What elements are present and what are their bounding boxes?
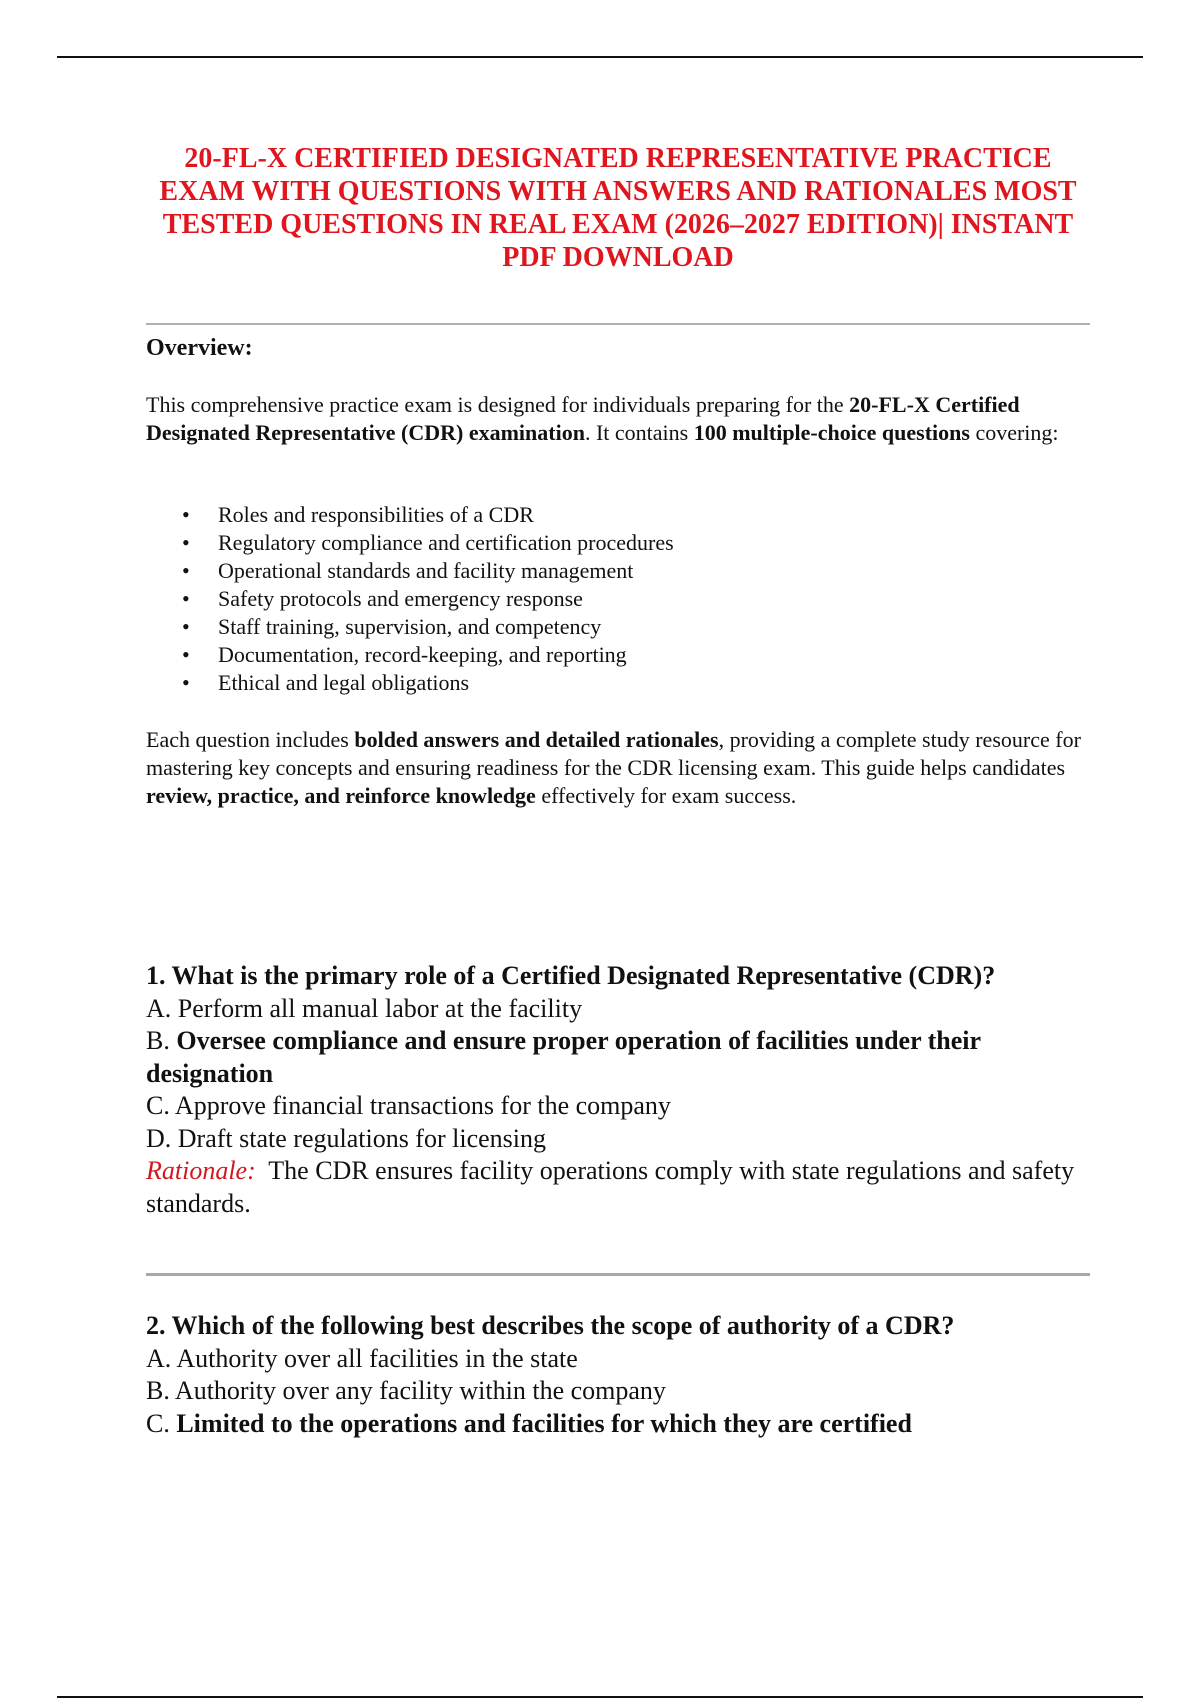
list-item: • Ethical and legal obligations <box>146 669 674 697</box>
closing-text-3: effectively for exam success. <box>535 783 797 808</box>
rationale-text: The CDR ensures facility operations comply with state regulations and safety standards. <box>146 1156 1075 1218</box>
answer-option-c <box>146 1090 1090 1123</box>
question-stem: 2. Which of the following best describes the scope of authority of a CDR? <box>146 1311 955 1340</box>
list-item: • Safety protocols and emergency response <box>146 585 674 613</box>
answer-option-b <box>146 1025 1090 1090</box>
list-item: • Roles and responsibilities of a CDR <box>146 501 674 529</box>
option-letter: A. <box>146 993 178 1023</box>
option-letter: B. <box>146 1376 175 1405</box>
correct-option-text: Limited to the operations and facilities for which they are certified <box>176 1408 912 1438</box>
intro-text-1: This comprehensive practice exam is designed for individuals preparing for the <box>146 392 850 417</box>
correct-option-text: Oversee compliance and ensure proper operation of facilities under their designation <box>146 1026 981 1088</box>
option-text: Perform all manual labor at the facility <box>177 993 583 1023</box>
page-bottom-rule <box>57 1696 1143 1698</box>
rationale-label: Rationale: <box>146 1156 256 1185</box>
option-text: Authority over all facilities in the state <box>176 1343 578 1373</box>
overview-closing-paragraph <box>146 726 1090 810</box>
list-item: • Operational standards and facility management <box>146 557 674 585</box>
section-divider <box>146 323 1090 325</box>
closing-bold-1: bolded answers and detailed rationales <box>354 727 719 752</box>
intro-bold-exam-name: 20-FL-X Certified Designated Representative (CDR) examination <box>146 392 1020 445</box>
answer-option-b <box>146 1375 1090 1408</box>
closing-text-2: , providing a complete study resource for mastering key concepts and ensuring readiness for the CDR licensing exam. This guide helps candidates <box>146 727 1081 780</box>
list-item: • Regulatory compliance and certification procedures <box>146 529 674 557</box>
list-item: • Staff training, supervision, and competency <box>146 613 674 641</box>
option-letter: C. <box>146 1408 177 1438</box>
question-1 <box>146 960 1090 1220</box>
page-top-rule <box>57 56 1143 58</box>
answer-option-d <box>146 1123 1090 1156</box>
option-letter: D. <box>146 1123 178 1153</box>
list-item: • Documentation, record-keeping, and reporting <box>146 641 674 669</box>
rationale <box>146 1155 1090 1220</box>
closing-text-1: Each question includes <box>146 727 355 752</box>
intro-text-2: . It contains <box>584 420 694 445</box>
option-text: Draft state regulations for licensing <box>177 1123 546 1153</box>
answer-option-a <box>146 1343 1090 1376</box>
overview-intro-paragraph <box>146 391 1090 447</box>
question-divider <box>146 1273 1090 1276</box>
intro-text-3: covering: <box>969 420 1059 445</box>
overview-heading: Overview: <box>146 335 253 361</box>
intro-bold-question-count: 100 multiple-choice questions <box>693 420 970 445</box>
answer-option-c <box>146 1408 1090 1441</box>
option-letter: B. <box>146 1026 177 1055</box>
topic-list <box>146 501 674 697</box>
document-title: 20-FL-X CERTIFIED DESIGNATED REPRESENTATIVE PRACTICE EXAM WITH QUESTIONS WITH ANSWERS AND RATIONALES MOST TESTED QUESTIONS IN REAL EXAM (2026–2027 EDITION)| INSTANT PDF DOWNLOAD <box>159 143 1077 273</box>
question-2 <box>146 1310 1090 1440</box>
closing-bold-2: review, practice, and reinforce knowledge <box>146 783 536 808</box>
answer-option-a <box>146 993 1090 1026</box>
option-letter: A. <box>146 1343 177 1373</box>
question-stem: 1. What is the primary role of a Certified Designated Representative (CDR)? <box>146 961 996 990</box>
option-letter: C. <box>146 1091 175 1120</box>
option-text: Approve financial transactions for the company <box>174 1091 671 1120</box>
option-text: Authority over any facility within the company <box>174 1376 666 1405</box>
